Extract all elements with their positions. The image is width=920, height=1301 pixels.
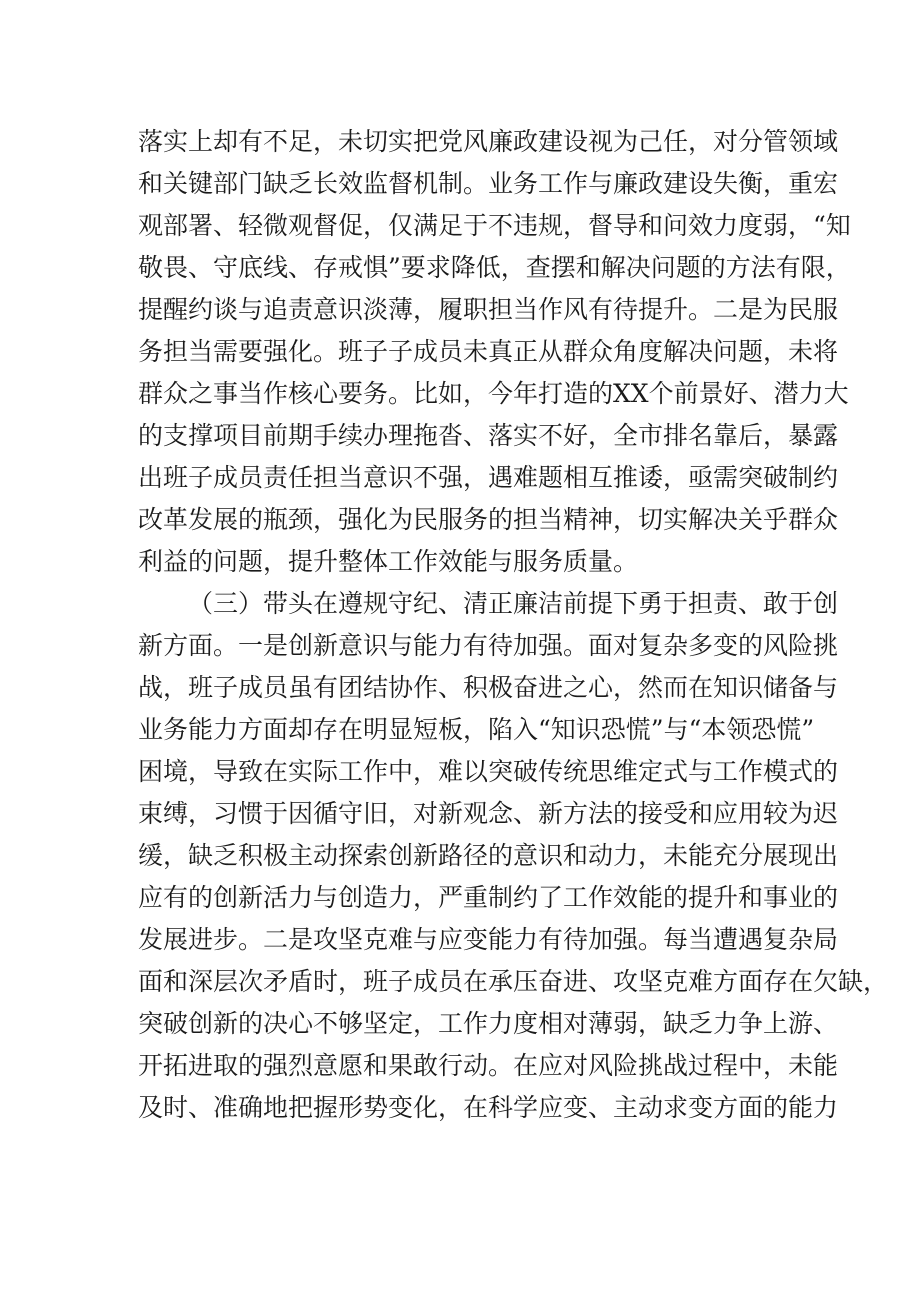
- text-line: 新方面。一是创新意识与能力有待加强。面对复杂多变的风险挑: [138, 631, 839, 660]
- text-line: 困境，导致在实际工作中，难以突破传统思维定式与工作模式的: [138, 757, 839, 786]
- text-line: 及时、准确地把握形势变化，在科学应变、主动求变方面的能力: [138, 1093, 839, 1122]
- text-line: 出班子成员责任担当意识不强，遇难题相互推诿，亟需突破制约: [138, 463, 839, 492]
- text-line: 面和深层次矛盾时，班子成员在承压奋进、攻坚克难方面存在欠缺，: [138, 967, 889, 996]
- text-line: 落实上却有不足，未切实把党风廉政建设视为己任，对分管领域: [138, 127, 839, 156]
- text-line: 观部署、轻微观督促，仅满足于不违规，督导和问效力度弱，“知: [138, 211, 851, 240]
- text-line: 业务能力方面却存在明显短板，陷入“知识恐慌”与“本领恐慌”: [138, 715, 815, 744]
- text-line: 利益的问题，提升整体工作效能与服务质量。: [138, 547, 639, 576]
- text-line: 和关键部门缺乏长效监督机制。业务工作与廉政建设失衡，重宏: [138, 169, 839, 198]
- text-line: 的支撑项目前期手续办理拖沓、落实不好，全市排名靠后，暴露: [138, 421, 839, 450]
- text-line: 突破创新的决心不够坚定，工作力度相对薄弱，缺乏力争上游、: [138, 1009, 839, 1038]
- text-line: 改革发展的瓶颈，强化为民服务的担当精神，切实解决关乎群众: [138, 505, 839, 534]
- text-line: 提醒约谈与追责意识淡薄，履职担当作风有待提升。二是为民服: [138, 295, 839, 324]
- text-line: 群众之事当作核心要务。比如，今年打造的XX个前景好、潜力大: [138, 379, 849, 408]
- text-line: 束缚，习惯于因循守旧，对新观念、新方法的接受和应用较为迟: [138, 799, 839, 828]
- text-line: 务担当需要强化。班子子成员未真正从群众角度解决问题，未将: [138, 337, 839, 366]
- text-line: 战，班子成员虽有团结协作、积极奋进之心，然而在知识储备与: [138, 673, 839, 702]
- text-line: 开拓进取的强烈意愿和果敢行动。在应对风险挑战过程中，未能: [138, 1051, 839, 1080]
- text-line: 敬畏、守底线、存戒惧”要求降低，查摆和解决问题的方法有限，: [138, 253, 851, 282]
- text-line: 应有的创新活力与创造力，严重制约了工作效能的提升和事业的: [138, 883, 839, 912]
- text-line: 发展进步。二是攻坚克难与应变能力有待加强。每当遭遇复杂局: [138, 925, 839, 954]
- section-heading-line: （三）带头在遵规守纪、清正廉洁前提下勇于担责、敢于创: [188, 589, 839, 618]
- text-line: 缓，缺乏积极主动探索创新路径的意识和动力，未能充分展现出: [138, 841, 839, 870]
